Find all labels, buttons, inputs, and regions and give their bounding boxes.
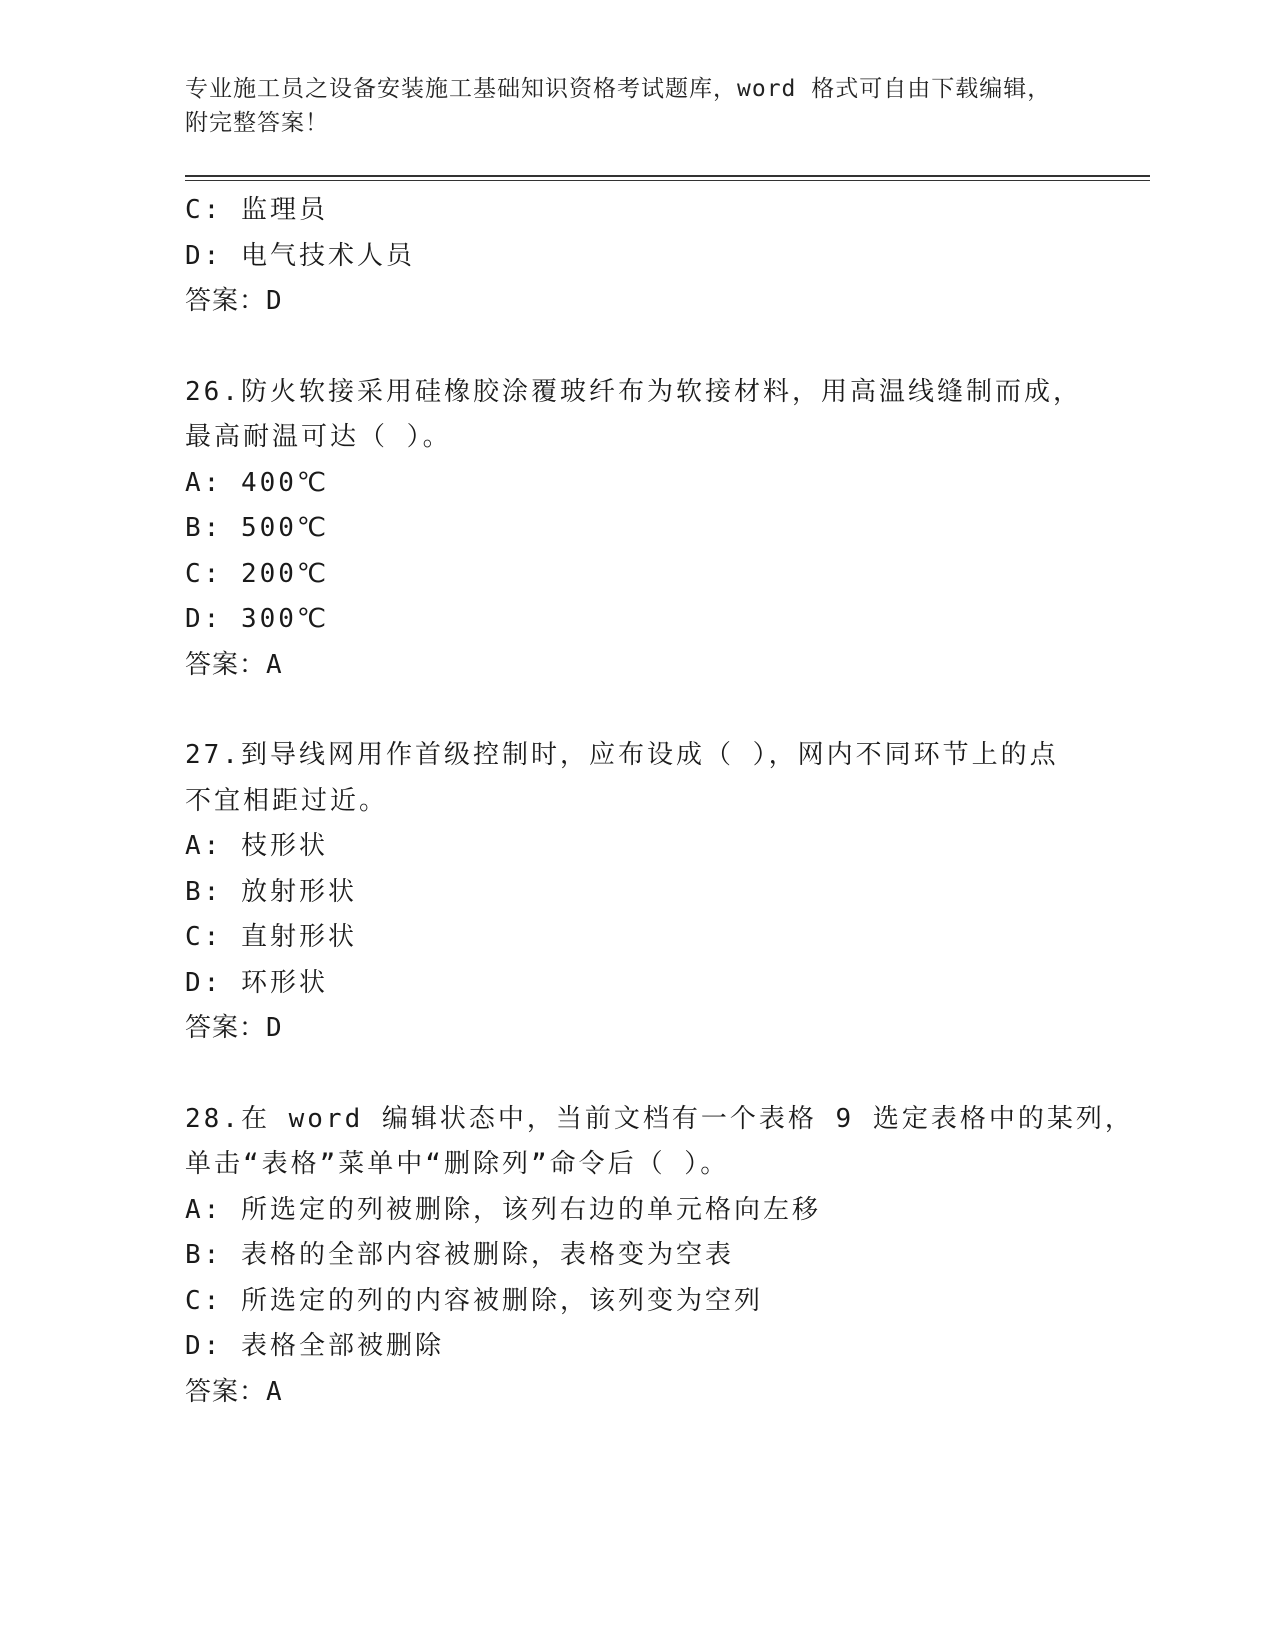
question-spacer: [185, 688, 1085, 733]
option-b: B: 表格的全部内容被删除，表格变为空表: [185, 1240, 734, 1270]
question-stem-line: 不宜相距过近。: [185, 785, 389, 816]
answer-label: 答案：: [185, 649, 267, 680]
header-line-1: 专业施工员之设备安装施工基础知识资格考试题库，word 格式可自由下载编辑，: [185, 76, 1052, 102]
option-c: C: 200℃: [185, 558, 330, 589]
question-28: [185, 1097, 1134, 1416]
option-c: C: 直射形状: [185, 922, 357, 952]
question-stem-line: 单击“表格”菜单中“删除列”命令后（ ）。: [185, 1149, 730, 1179]
option-a: A: 枝形状: [185, 831, 328, 861]
option-d: D: 表格全部被删除: [185, 1331, 444, 1361]
answer-value: D: [266, 1013, 283, 1043]
answer-label: 答案：: [185, 1376, 267, 1407]
answer-line: [185, 643, 1085, 689]
question-spacer: [185, 1052, 1085, 1097]
answer-label: 答案：: [185, 286, 267, 316]
answer-label: 答案：: [185, 1013, 267, 1043]
question-stem-line: 28.在 word 编辑状态中，当前文档有一个表格 9 选定表格中的某列，: [185, 1103, 1134, 1134]
question-26: [185, 370, 1085, 689]
option-b: B: 放射形状: [185, 876, 357, 907]
question-list: [185, 188, 1134, 1415]
option-d: D: 300℃: [185, 604, 330, 634]
question-spacer: [185, 325, 1085, 370]
answer-line: [185, 1006, 1085, 1052]
continued-question: [185, 188, 1085, 325]
option-c: C: 所选定的列的内容被删除，该列变为空列: [185, 1285, 763, 1316]
answer-line: [185, 1370, 1085, 1416]
header-divider-thick: [185, 175, 1150, 177]
answer-value: A: [266, 649, 283, 680]
option-a: A: 所选定的列被删除，该列右边的单元格向左移: [185, 1194, 821, 1225]
document-header: [185, 72, 1065, 140]
option-d: D: 环形状: [185, 967, 328, 998]
option-c: C: 监理员: [185, 195, 328, 225]
answer-value: A: [266, 1376, 283, 1407]
answer-line: [185, 279, 1085, 325]
question-stem-line: 26.防火软接采用硅橡胶涂覆玻纤布为软接材料，用高温线缝制而成，: [185, 376, 1082, 407]
question-27: [185, 733, 1085, 1052]
answer-value: D: [266, 286, 283, 316]
question-stem-line: 最高耐温可达（ ）。: [185, 422, 452, 452]
option-b: B: 500℃: [185, 513, 330, 543]
option-a: A: 400℃: [185, 467, 330, 498]
option-d: D: 电气技术人员: [185, 240, 415, 271]
header-divider-thin: [185, 180, 1150, 181]
header-line-2: 附完整答案！: [185, 110, 329, 136]
question-stem-line: 27.到导线网用作首级控制时，应布设成（ ），网内不同环节上的点: [185, 740, 1059, 770]
